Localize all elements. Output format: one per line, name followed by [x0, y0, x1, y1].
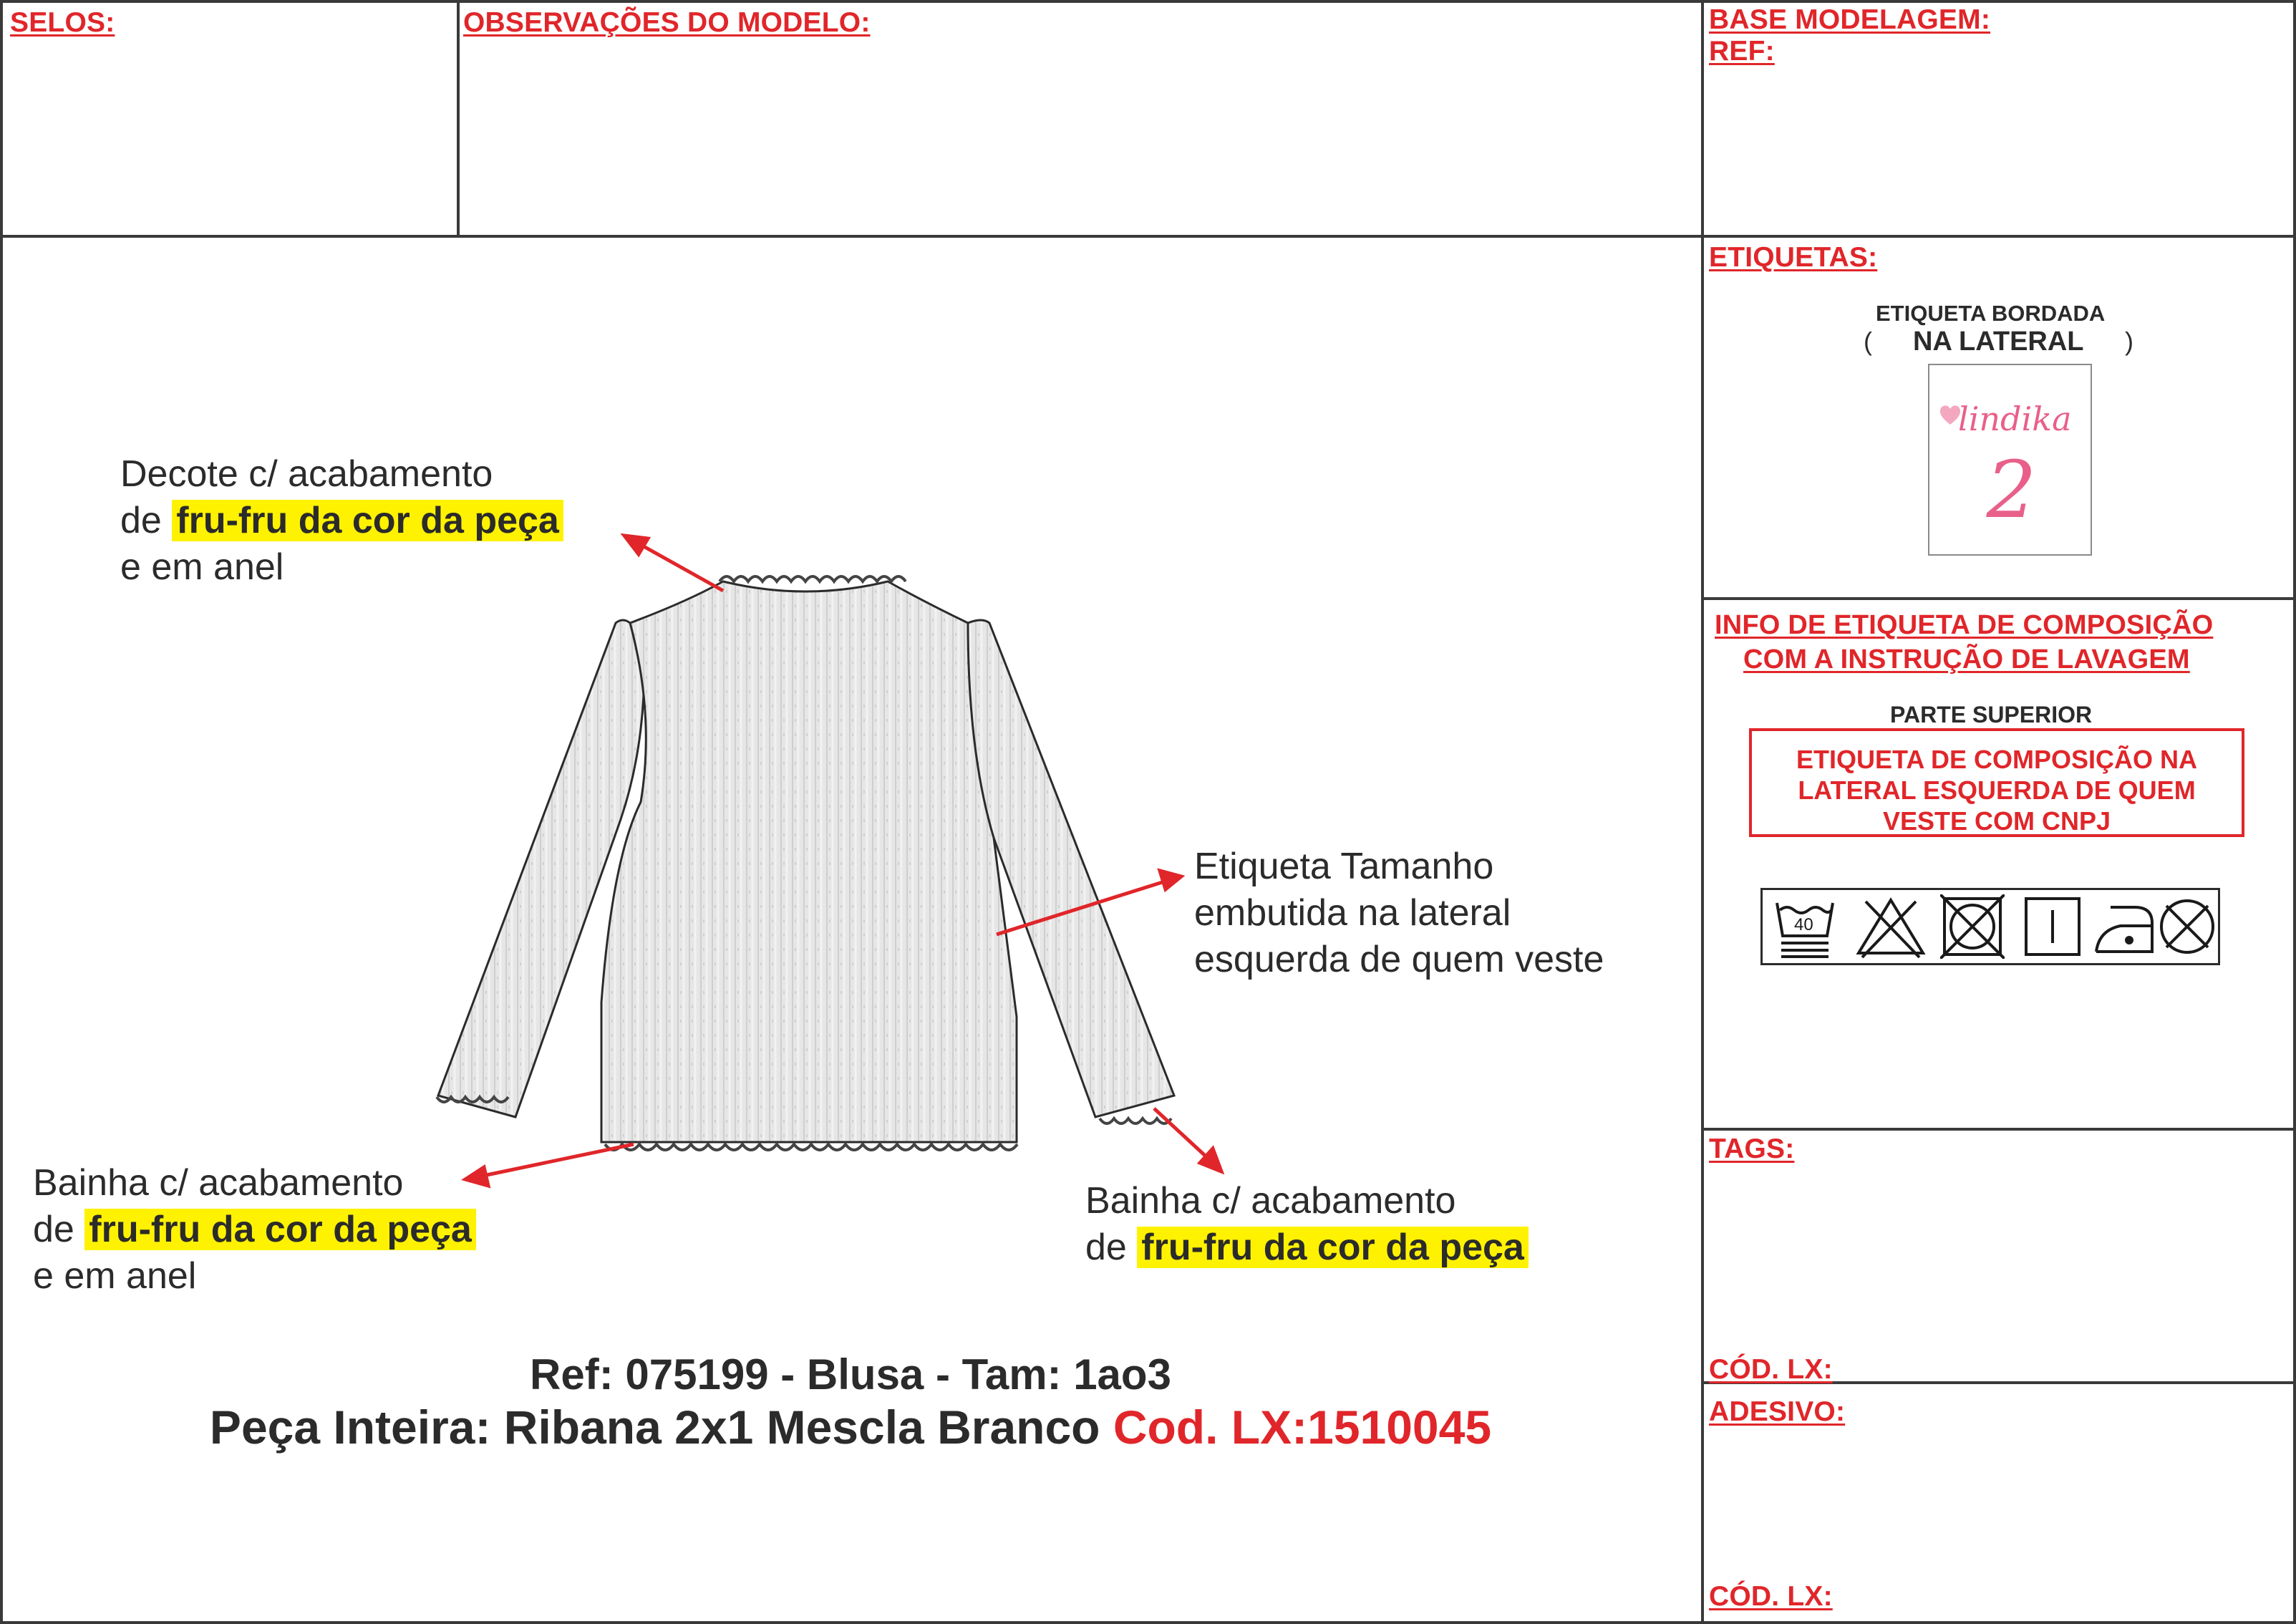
bainha-left-highlight: fru-fru da cor da peça: [84, 1209, 476, 1250]
etiqueta-line1: Etiqueta Tamanho: [1194, 846, 1494, 887]
decote-line2: de fru-fru da cor da peça: [120, 498, 563, 544]
annotation-bainha-left: [33, 1160, 476, 1300]
annotation-decote: [120, 451, 563, 591]
hem-ruffle: [605, 1144, 1017, 1150]
parte-superior-label: PARTE SUPERIOR: [1890, 702, 2093, 728]
arrow-bainha-left: [480, 1144, 634, 1176]
bainha-right-line2: de fru-fru da cor da peça: [1085, 1224, 1529, 1271]
etiqueta-line3: esquerda de quem veste: [1194, 939, 1604, 980]
base-modelagem-header: BASE MODELAGEM:: [1709, 4, 1990, 35]
etiqueta-bordada-location: NA LATERAL: [1913, 327, 2084, 357]
ref-header: REF:: [1709, 36, 1775, 67]
piece-code: Cod. LX:1510045: [1113, 1401, 1492, 1454]
paren-open: (: [1864, 327, 1872, 356]
composition-line3: VESTE COM CNPJ: [1882, 806, 2111, 836]
brand-name: lindika: [1958, 400, 2072, 438]
adesivo-header: ADESIVO:: [1709, 1396, 1846, 1427]
composition-line1: ETIQUETA DE COMPOSIÇÃO NA: [1796, 745, 2198, 774]
decote-line1: Decote c/ acabamento: [120, 453, 493, 495]
bainha-right-highlight: fru-fru da cor da peça: [1137, 1227, 1529, 1268]
tags-cod-lx: CÓD. LX:: [1709, 1354, 1833, 1385]
arrow-decote: [637, 543, 723, 591]
arrow-bainha-right: [1154, 1108, 1211, 1161]
bainha-left-line3: e em anel: [33, 1255, 197, 1297]
paren-close: ): [2125, 327, 2133, 356]
annotation-bainha-right: [1085, 1178, 1529, 1271]
svg-text:40: 40: [1794, 915, 1813, 934]
bainha-right-line1: Bainha c/ acabamento: [1085, 1180, 1456, 1222]
product-piece-line: [0, 1400, 1701, 1454]
bainha-left-line2: de fru-fru da cor da peça: [33, 1207, 476, 1253]
piece-description: Peça Inteira: Ribana 2x1 Mescla Branco: [209, 1401, 1113, 1454]
etiqueta-line2: embutida na lateral: [1194, 892, 1511, 934]
observacoes-header: OBSERVAÇÕES DO MODELO:: [463, 7, 871, 38]
info-header-line1: INFO DE ETIQUETA DE COMPOSIÇÃO: [1715, 610, 2214, 640]
etiquetas-header: ETIQUETAS:: [1709, 242, 1878, 273]
etiqueta-bordada-title: ETIQUETA BORDADA: [1876, 301, 2106, 326]
garment-body: [601, 581, 1017, 1142]
composition-line2: LATERAL ESQUERDA DE QUEM: [1798, 775, 2196, 805]
product-ref-line: Ref: 075199 - Blusa - Tam: 1ao3: [530, 1350, 1171, 1398]
right-cuff-ruffle: [1100, 1118, 1171, 1123]
adesivo-cod-lx: CÓD. LX:: [1709, 1581, 1833, 1612]
decote-line3: e em anel: [120, 546, 284, 588]
selos-header: SELOS:: [10, 7, 115, 38]
info-header-line2: COM A INSTRUÇÃO DE LAVAGEM: [1743, 644, 2190, 675]
size-number: 2: [1986, 444, 2037, 536]
tags-header: TAGS:: [1709, 1134, 1795, 1164]
decote-highlight: fru-fru da cor da peça: [172, 500, 563, 541]
neckline-ruffle: [720, 576, 906, 581]
bainha-left-line1: Bainha c/ acabamento: [33, 1162, 404, 1204]
annotation-etiqueta-tamanho: [1194, 844, 1604, 983]
